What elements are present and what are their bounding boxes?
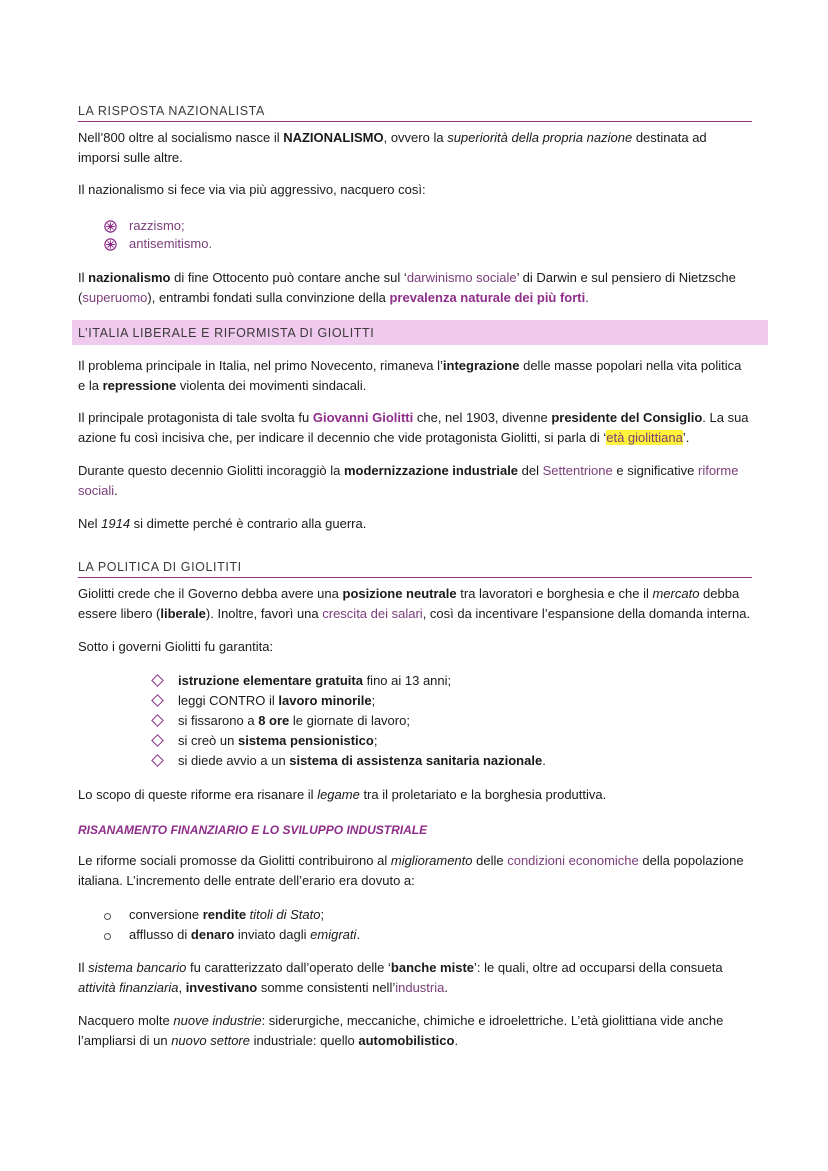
list-item: leggi CONTRO il lavoro minorile; — [152, 691, 375, 711]
list-item: razzismo; — [104, 216, 185, 236]
diamond-bullet-icon — [151, 734, 164, 747]
paragraph: Il sistema bancario fu caratterizzato dall’operato delle ‘banche miste’: le quali, oltre ad occuparsi della consueta attività finanziaria, investivano somme consistenti nell’industria. — [78, 960, 723, 995]
paragraph: Sotto i governi Giolitti fu garantita: — [78, 639, 274, 654]
paragraph: Nacquero molte nuove industrie: siderurgiche, meccaniche, chimiche e idroelettriche. L’età giolittiana vide anche l’ampliarsi di un nuovo settore industriale: quello automobilistico. — [78, 1013, 724, 1048]
paragraph: Nell’800 oltre al socialismo nasce il NAZIONALISMO, ovvero la superiorità della propria nazione destinata ad imporsi sulle altre. — [78, 130, 707, 165]
paragraph: Giolitti crede che il Governo debba avere una posizione neutrale tra lavoratori e borghesia e che il mercato debba essere libero (liberale). Inoltre, favorì una crescita dei salari, così da incentivare l’espansione della domanda interna. — [78, 586, 751, 621]
paragraph: Il problema principale in Italia, nel primo Novecento, rimaneva l’integrazione delle masse popolari nella vita politica e la repressione violenta dei movimenti sindacali. — [78, 358, 742, 393]
paragraph: Il nazionalismo di fine Ottocento può contare anche sul ‘darwinismo sociale’ di Darwin e sul pensiero di Nietzsche (superuomo), entrambi fondati sulla convinzione della prevalenza naturale dei più forti. — [78, 270, 736, 305]
section-heading-nazionalista: LA RISPOSTA NAZIONALISTA — [78, 104, 752, 122]
list-item: si fissarono a 8 ore le giornate di lavoro; — [152, 711, 410, 731]
section-heading-politica-giolitti: LA POLITICA DI GIOLITITI — [78, 560, 752, 578]
diamond-bullet-icon — [151, 714, 164, 727]
paragraph: Durante questo decennio Giolitti incoraggiò la modernizzazione industriale del Settentrione e significative riforme sociali. — [78, 463, 739, 498]
subheading-risanamento: RISANAMENTO FINANZIARIO E LO SVILUPPO INDUSTRIALE — [78, 823, 428, 837]
ring-bullet-icon — [104, 913, 111, 920]
section-heading-italia-liberale: L’ITALIA LIBERALE E RIFORMISTA DI GIOLITTI — [72, 320, 768, 345]
list-item: si creò un sistema pensionistico; — [152, 731, 377, 751]
diamond-bullet-icon — [151, 754, 164, 767]
flower-bullet-icon — [104, 238, 117, 251]
ring-bullet-icon — [104, 933, 111, 940]
list-item: si diede avvio a un sistema di assistenza sanitaria nazionale. — [152, 751, 546, 771]
flower-bullet-icon — [104, 220, 117, 233]
list-item: conversione rendite titoli di Stato; — [104, 905, 324, 925]
list-item: istruzione elementare gratuita fino ai 13 anni; — [152, 671, 451, 691]
paragraph: Il nazionalismo si fece via via più aggressivo, nacquero così: — [78, 182, 426, 197]
paragraph: Nel 1914 si dimette perché è contrario alla guerra. — [78, 516, 367, 531]
list-item: afflusso di denaro inviato dagli emigrati. — [104, 925, 360, 945]
list-item: antisemitismo. — [104, 234, 212, 254]
diamond-bullet-icon — [151, 694, 164, 707]
paragraph: Lo scopo di queste riforme era risanare il legame tra il proletariato e la borghesia produttiva. — [78, 787, 607, 802]
diamond-bullet-icon — [151, 674, 164, 687]
paragraph: Il principale protagonista di tale svolta fu Giovanni Giolitti che, nel 1903, divenne presidente del Consiglio. La sua azione fu così incisiva che, per indicare il decennio che vide protagonista Giolitti, si parla di ‘età giolittiana’. — [78, 410, 749, 445]
paragraph: Le riforme sociali promosse da Giolitti contribuirono al miglioramento delle condizioni economiche della popolazione italiana. L’incremento delle entrate dell’erario era dovuto a: — [78, 853, 744, 888]
